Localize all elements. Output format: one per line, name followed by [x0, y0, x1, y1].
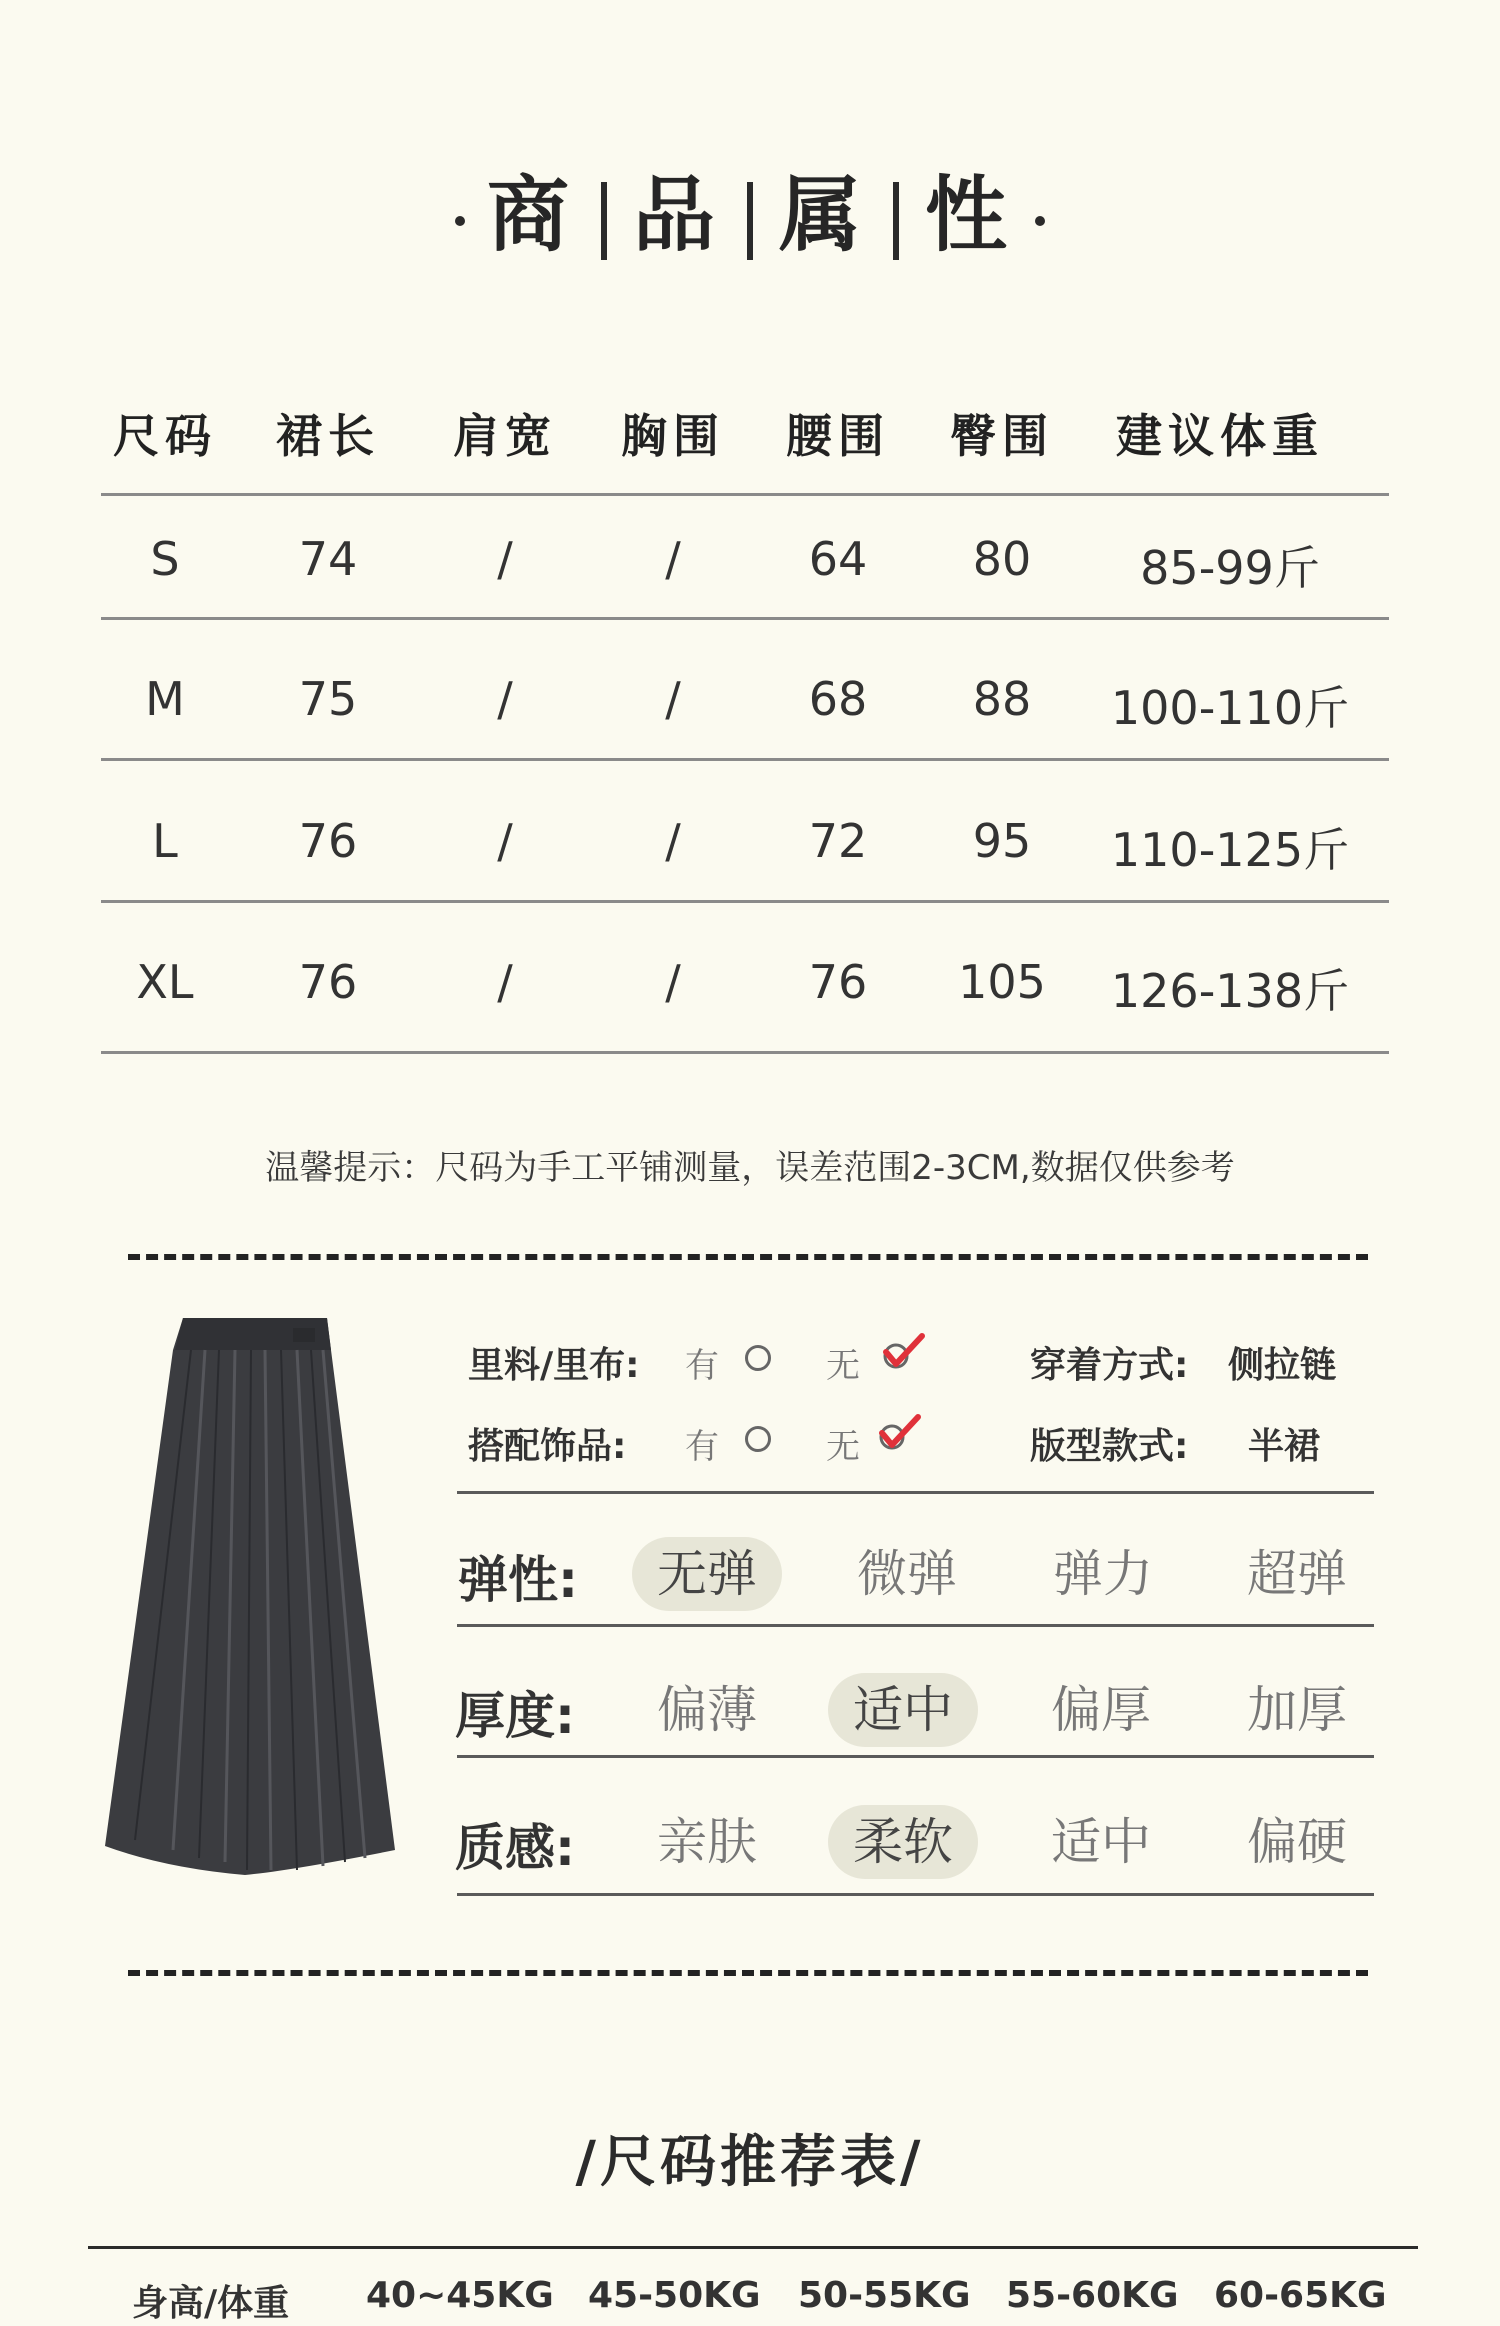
thickness-option-selected: 适中: [828, 1673, 978, 1747]
elasticity-option: 超弹: [1247, 1545, 1347, 1603]
cell-size: S: [150, 532, 180, 586]
header-bust: 胸围: [621, 409, 725, 463]
recommend-header: 55-60KG: [1006, 2275, 1179, 2316]
cell-length: 75: [298, 672, 358, 726]
lining-yes-label: 有: [685, 1346, 719, 1386]
cell-weight: 110-125斤: [1110, 823, 1350, 877]
header-length: 裙长: [276, 409, 380, 463]
table-divider: [101, 493, 1389, 496]
elasticity-label: 弹性:: [458, 1551, 578, 1609]
wear-label: 穿着方式:: [1030, 1345, 1189, 1386]
recommend-title: /尺码推荐表/: [575, 2130, 925, 2195]
cell-waist: 64: [808, 532, 868, 586]
header-size: 尺码: [113, 409, 217, 463]
cell-shoulder: /: [497, 672, 513, 726]
thickness-option: 偏薄: [657, 1681, 757, 1739]
wear-value: 侧拉链: [1228, 1345, 1337, 1386]
elasticity-option: 微弹: [857, 1545, 957, 1603]
title-char: 属: [779, 168, 868, 263]
attribute-divider: [457, 1893, 1374, 1896]
cell-hip: 95: [972, 814, 1032, 868]
title-char: 品: [632, 168, 721, 263]
cell-waist: 72: [808, 814, 868, 868]
cell-bust: /: [665, 532, 681, 586]
cell-waist: 76: [808, 955, 868, 1009]
cell-bust: /: [665, 955, 681, 1009]
header-waist: 腰围: [786, 409, 890, 463]
title-separator: [893, 182, 899, 260]
accessories-yes-label: 有: [685, 1427, 719, 1467]
attribute-divider: [457, 1491, 1374, 1494]
cell-size: XL: [136, 955, 194, 1009]
dashed-divider: [128, 1254, 1368, 1260]
cell-size: M: [145, 672, 185, 726]
title-char: 性: [925, 168, 1014, 263]
recommend-header: 50-55KG: [798, 2275, 971, 2316]
thickness-label: 厚度:: [455, 1687, 575, 1745]
header-weight: 建议体重: [1116, 409, 1324, 463]
cell-size: L: [152, 814, 178, 868]
table-divider: [101, 900, 1389, 903]
cell-length: 74: [298, 532, 358, 586]
cell-weight: 85-99斤: [1140, 541, 1320, 595]
cell-length: 76: [298, 814, 358, 868]
title-char: 商: [486, 168, 575, 263]
recommend-header: 60-65KG: [1214, 2275, 1387, 2316]
title-dot-left: [455, 216, 465, 226]
dashed-divider: [128, 1970, 1368, 1976]
style-value: 半裙: [1248, 1426, 1321, 1467]
cell-weight: 126-138斤: [1110, 964, 1350, 1018]
style-label: 版型款式:: [1030, 1426, 1189, 1467]
texture-option: 亲肤: [657, 1813, 757, 1871]
page-title: [0, 150, 1500, 267]
checkmark-icon: [878, 1330, 928, 1374]
cell-length: 76: [298, 955, 358, 1009]
measurement-note: 温馨提示：尺码为手工平铺测量，误差范围2-3CM,数据仅供参考: [265, 1148, 1235, 1188]
attribute-divider: [457, 1624, 1374, 1627]
recommend-header: 身高/体重: [132, 2283, 290, 2324]
texture-option-selected: 柔软: [828, 1805, 978, 1879]
recommend-header: 40~45KG: [366, 2275, 554, 2316]
thickness-option: 偏厚: [1051, 1681, 1151, 1739]
unchecked-circle-icon: [745, 1426, 771, 1452]
unchecked-circle-icon: [745, 1345, 771, 1371]
recommend-divider: [88, 2246, 1418, 2249]
cell-hip: 88: [972, 672, 1032, 726]
title-separator: [601, 182, 607, 260]
table-divider: [101, 758, 1389, 761]
skirt-image: [95, 1310, 425, 1880]
cell-waist: 68: [808, 672, 868, 726]
attribute-divider: [457, 1755, 1374, 1758]
cell-hip: 80: [972, 532, 1032, 586]
title-separator: [747, 182, 753, 260]
lining-label: 里料/里布:: [468, 1345, 640, 1386]
cell-shoulder: /: [497, 814, 513, 868]
cell-weight: 100-110斤: [1110, 681, 1350, 735]
elasticity-option: 弹力: [1053, 1545, 1153, 1603]
cell-hip: 105: [958, 955, 1046, 1009]
accessories-label: 搭配饰品:: [468, 1426, 627, 1467]
lining-no-label: 无: [826, 1346, 860, 1386]
recommend-header: 45-50KG: [588, 2275, 761, 2316]
cell-bust: /: [665, 814, 681, 868]
thickness-option: 加厚: [1247, 1681, 1347, 1739]
texture-option: 适中: [1051, 1813, 1151, 1871]
elasticity-option-selected: 无弹: [632, 1537, 782, 1611]
header-hip: 臀围: [950, 409, 1054, 463]
header-shoulder: 肩宽: [453, 409, 557, 463]
cell-shoulder: /: [497, 955, 513, 1009]
texture-label: 质感:: [455, 1819, 575, 1877]
checkmark-icon: [874, 1411, 924, 1455]
title-dot-right: [1035, 216, 1045, 226]
table-divider: [101, 617, 1389, 620]
cell-bust: /: [665, 672, 681, 726]
table-divider: [101, 1051, 1389, 1054]
accessories-no-label: 无: [826, 1427, 860, 1467]
texture-option: 偏硬: [1247, 1813, 1347, 1871]
cell-shoulder: /: [497, 532, 513, 586]
